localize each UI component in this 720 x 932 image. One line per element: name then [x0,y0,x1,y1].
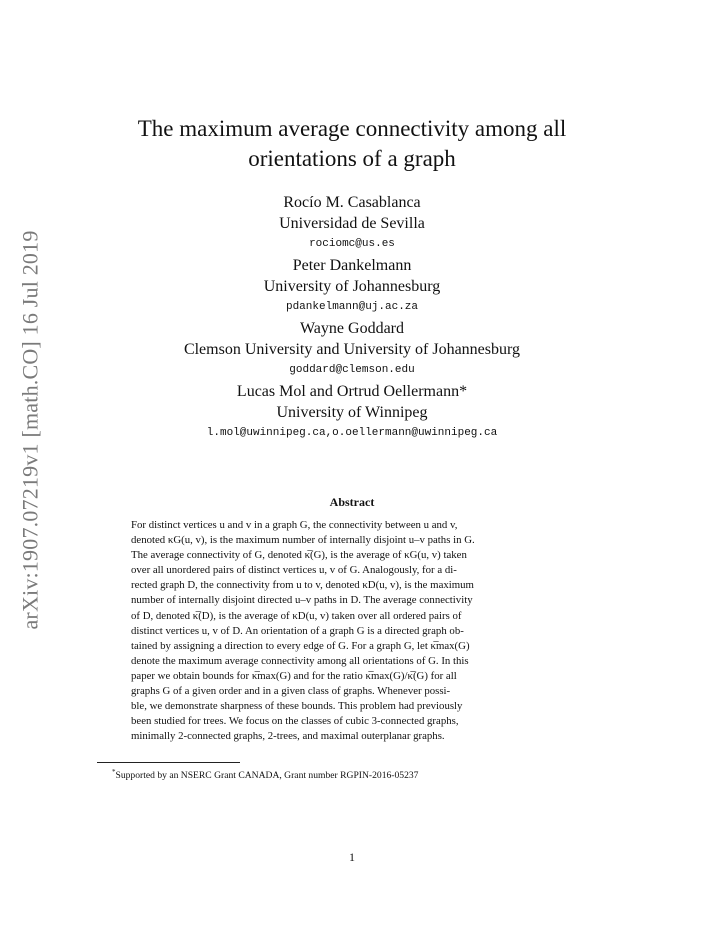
author-name: Wayne Goddard [299,320,404,337]
title-line-1: The maximum average connectivity among all [137,116,567,141]
abstract-line: denoted κG(u, v), is the maximum number of internally disjoint u–v paths in G. [131,534,475,547]
author-name: Rocío M. Casablanca [283,194,421,211]
author-affiliation: Clemson University and University of Johannesburg [183,341,521,358]
footnote-mark: * [112,768,116,776]
author-affiliation: Universidad de Sevilla [279,215,425,232]
abstract-body [131,518,572,744]
abstract-line: graphs G of a given order and in a given class of graphs. Whenever possi- [131,685,451,698]
abstract-line: number of internally disjoint directed u–v paths in D. The average connectivity [131,594,473,607]
arxiv-identifier [16,216,46,644]
abstract-heading: Abstract [329,495,375,509]
author-block [100,192,604,255]
abstract-line: The average connectivity of G, denoted κ̅(G), is the average of κG(u, v) taken [131,549,467,562]
author-email[interactable]: goddard@clemson.edu [289,364,415,376]
abstract-line: For distinct vertices u and v in a graph G, the connectivity between u and v, [131,519,458,531]
abstract-line: ble, we demonstrate sharpness of these bounds. This problem had previously [131,700,463,713]
footnote [112,766,418,782]
author-affiliation: University of Winnipeg [276,404,428,421]
footnote-text: Supported by an NSERC Grant CANADA, Grant number RGPIN-2016-05237 [115,770,419,782]
abstract-line: tained by assigning a direction to every edge of G. For a graph G, let κ̅max(G) [131,639,470,652]
arxiv-identifier-text: arXiv:1907.07219v1 [math.CO] 16 Jul 2019 [18,230,43,630]
author-email[interactable]: rociomc@us.es [309,238,395,250]
author-affiliation: University of Johannesburg [263,278,441,295]
abstract-line: of D, denoted κ̅(D), is the average of κD(u, v) taken over all ordered pairs of [131,609,462,622]
abstract-line: denote the maximum average connectivity among all orientations of G. In this [131,654,469,667]
abstract-line: rected graph D, the connectivity from u to v, denoted κD(u, v), is the maximum [131,579,474,592]
author-email[interactable]: pdankelmann@uj.ac.za [285,301,419,313]
abstract-line: paper we obtain bounds for κ̅max(G) and for the ratio κ̅max(G)/κ̅(G) for all [131,669,457,682]
abstract-line: been studied for trees. We focus on the classes of cubic 3-connected graphs, [131,715,459,728]
title-line-2: orientations of a graph [248,146,456,171]
page-number: 1 [349,850,355,864]
paper-title [100,114,604,174]
author-name: Peter Dankelmann [292,257,412,274]
abstract-line: over all unordered pairs of distinct vertices u, v of G. Analogously, for a di- [131,564,457,577]
author-email[interactable]: l.mol@uwinnipeg.ca,o.oellermann@uwinnipeg.ca [206,427,498,439]
footnote-divider [97,762,240,763]
author-list [100,192,604,444]
author-name: Lucas Mol and Ortrud Oellermann* [236,383,468,400]
abstract-line: distinct vertices u, v of D. An orientation of a graph G is a directed graph ob- [131,624,464,637]
author-block [100,255,604,318]
author-block [100,318,604,381]
author-block [100,381,604,444]
abstract-line: minimally 2-connected graphs, 2-trees, and maximal outerplanar graphs. [131,730,445,743]
